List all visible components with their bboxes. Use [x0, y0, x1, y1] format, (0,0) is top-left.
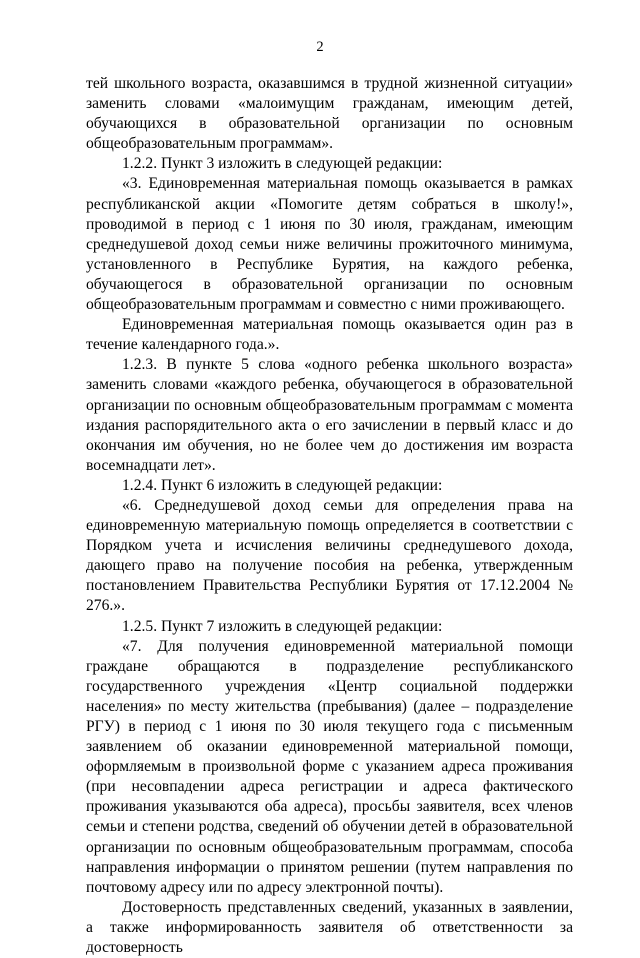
- paragraph: «3. Единовременная материальная помощь оказывается в рамках республиканской акции «Помогите детям собраться в школу!», проводимой в период с 1 июня по 30 июля, гражданам, имеющим среднедушевой доход семьи ниже величины прожиточного минимума, установленного в Республике Бурятия, на каждого ребенка, обучающегося в образовательной организации по основным общеобразовательным программам и совместно с ними проживающего.: [86, 175, 573, 314]
- page-number: 2: [316, 39, 324, 55]
- paragraph: 1.2.4. Пункт 6 изложить в следующей редакции:: [122, 476, 443, 494]
- paragraph: тей школьного возраста, оказавшимся в трудной жизненной ситуации» заменить словами «малоимущим гражданам, имеющим детей, обучающихся в образовательной организации по основным общеобразовательным программам».: [86, 75, 573, 153]
- paragraph: 1.2.5. Пункт 7 изложить в следующей редакции:: [122, 617, 443, 635]
- paragraph: «7. Для получения единовременной материальной помощи граждане обращаются в подразделение республиканского государственного учреждения «Центр социальной поддержки населения» по месту жительства (пребывания) (далее – подразделение РГУ) в период с 1 июня по 30 июля текущего года с письменным заявлением об оказании единовременной материальной помощи, оформляемым в произвольной форме с указанием адреса проживания (при несовпадении адреса регистрации и адреса фактического проживания указываются оба адреса), просьбы заявителя, всех членов семьи и степени родства, сведений об обучении детей в образовательной организации по основным общеобразовательным программам, способа направления информации о принятом решении (путем направления по почтовому адресу или по адресу электронной почты).: [86, 637, 573, 896]
- paragraph: Достоверность представленных сведений, указанных в заявлении, а также информированность заявителя об ответственности за достоверность: [86, 898, 573, 957]
- document-body: [86, 74, 573, 958]
- paragraph: «6. Среднедушевой доход семьи для определения права на единовременную материальную помощь определяется в соответствии с Порядком учета и исчисления величины среднедушевого дохода, дающего право на получение пособия на ребенка, утвержденным постановлением Правительства Республики Бурятия от 17.12.2004 № 276.».: [86, 496, 573, 615]
- paragraph: 1.2.2. Пункт 3 изложить в следующей редакции:: [122, 155, 443, 173]
- paragraph: 1.2.3. В пункте 5 слова «одного ребенка школьного возраста» заменить словами «каждого ребенка, обучающегося в образовательной организации по основным общеобразовательным программам с момента издания распорядительного акта о его зачислении в первый класс и до окончания им обучения, но не более чем до достижения им возраста восемнадцати лет».: [86, 356, 573, 474]
- paragraph: Единовременная материальная помощь оказывается один раз в течение календарного года.».: [86, 316, 573, 354]
